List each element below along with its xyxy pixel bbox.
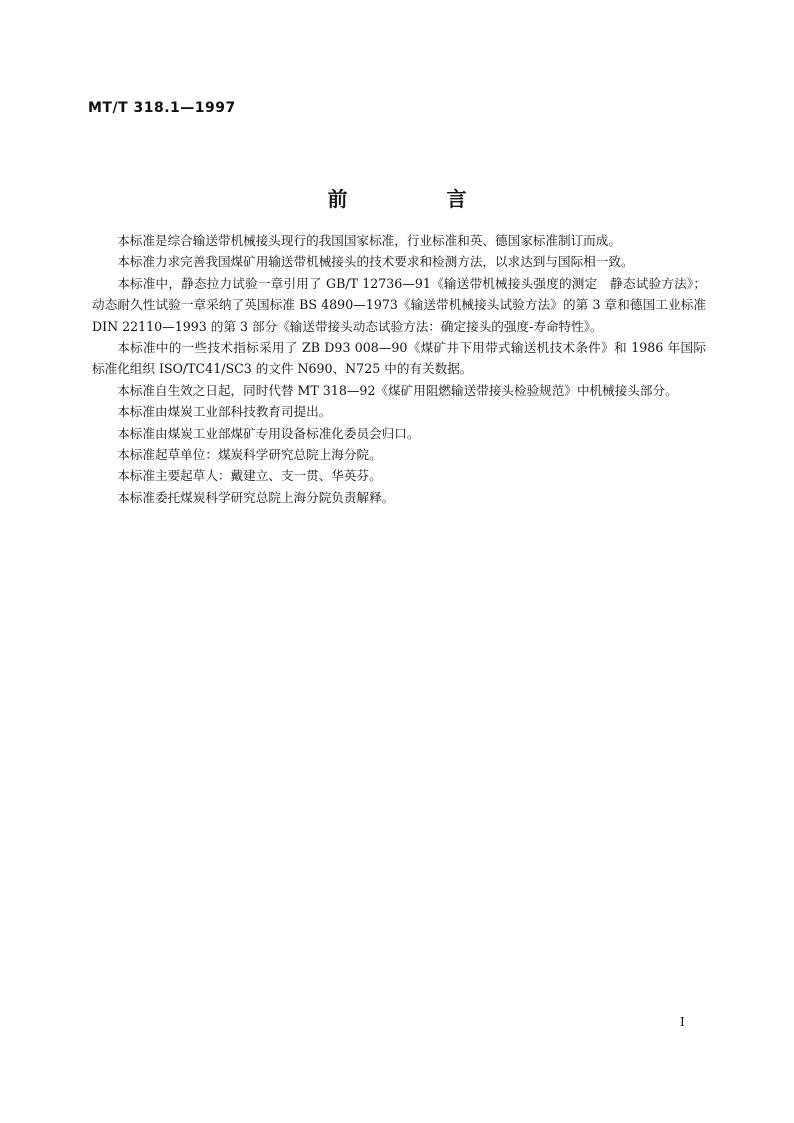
paragraph: 本标准中，静态拉力试验一章引用了 GB/T 12736—91《输送带机械接头强度的测定 静态试验方法》；动态耐久性试验一章采纳了英国标准 BS 4890—1973《输送带机械接头试验方法》的第 3 章和德国工业标准 DIN 22110—1993 的第 3 部分《输送带接头动态试验方法：确定接头的强度-寿命特性》。 xyxy=(92,275,706,334)
paragraph: 本标准由煤炭工业部煤矿专用设备标准化委员会归口。 xyxy=(117,425,420,441)
page-number: I xyxy=(680,1015,685,1029)
foreword-body xyxy=(92,230,706,508)
paragraph: 本标准由煤炭工业部科技教育司提出。 xyxy=(117,404,332,420)
paragraph: 本标准起草单位：煤炭科学研究总院上海分院。 xyxy=(117,447,382,463)
paragraph: 本标准力求完善我国煤矿用输送带机械接头的技术要求和检测方法，以求达到与国际相一致。 xyxy=(117,254,634,270)
paragraph: 本标准委托煤炭科学研究总院上海分院负责解释。 xyxy=(117,489,395,505)
paragraph: 本标准是综合输送带机械接头现行的我国国家标准，行业标准和英、德国家标准制订而成。 xyxy=(117,233,621,248)
page-title: 前 言 xyxy=(327,187,513,211)
paragraph: 本标准中的一些技术指标采用了 ZB D93 008—90《煤矿井下用带式输送机技术条件》和 1986 年国际标准化组织 ISO/TC41/SC3 的文件 N690、N725 中的有关数据。 xyxy=(92,340,706,377)
paragraph: 本标准自生效之日起，同时代替 MT 318—92《煤矿用阻燃输送带接头检验规范》中机械接头部分。 xyxy=(117,382,678,398)
standard-code: MT/T 318.1—1997 xyxy=(88,100,236,116)
paragraph: 本标准主要起草人：戴建立、支一贯、华英芬。 xyxy=(117,468,382,484)
